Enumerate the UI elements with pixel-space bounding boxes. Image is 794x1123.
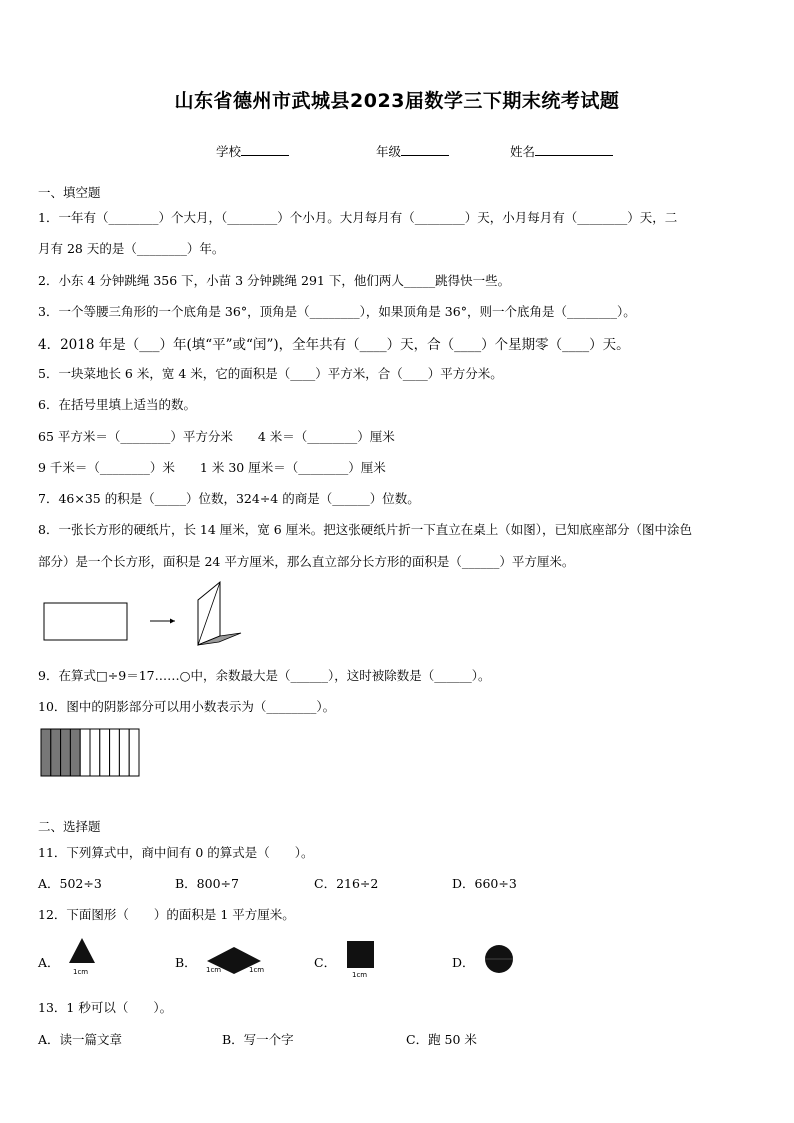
question-5: 5．一块菜地长 6 米，宽 4 米，它的面积是（____）平方米，合（____）平方分米。 [38,366,503,381]
question-3: 3．一个等腰三角形的一个底角是 36°，顶角是（________），如果顶角是 36°，则一个底角是（________）。 [38,304,636,319]
unshaded-column [119,729,129,776]
square-unit-label: 1cm [352,971,368,979]
rhombus-unit-label-right: 1cm [249,966,265,974]
question-12: 12．下面图形（ ）的面积是 1 平方厘米。 [38,907,295,922]
unshaded-column [110,729,120,776]
question-6-row-2: 9 千米＝（________）米 1 米 30 厘米＝（________）厘米 [38,460,386,475]
shaded-column [41,729,51,776]
question-13: 13．1 秒可以（ ）。 [38,1000,173,1015]
question-11-option-a[interactable]: A．502÷3 [38,876,102,891]
name-label: 姓名 [510,144,536,159]
shaded-column [61,729,71,776]
question-13-option-a[interactable]: A．读一篇文章 [38,1032,123,1047]
arrow-head [170,619,175,624]
school-field [216,141,289,160]
question-12-option-d[interactable]: D． [452,955,475,970]
name-blank[interactable] [535,141,613,156]
question-1-line-1: 1．一年有（________）个大月，（________）个小月。大月每月有（________）天，小月每月有（________）天，二 [38,210,678,225]
question-12-option-b[interactable]: B． [175,955,197,970]
question-11-option-c[interactable]: C．216÷2 [314,876,379,891]
unshaded-column [100,729,110,776]
grade-label: 年级 [376,144,402,159]
page-title: 山东省德州市武城县2023届数学三下期末统考试题 [174,90,620,112]
grade-blank[interactable] [401,141,449,156]
question-8-line-2: 部分）是一个长方形，面积是 24 平方厘米，那么直立部分长方形的面积是（______）平方厘米。 [38,554,575,569]
question-12-shapes [0,930,560,980]
question-11-option-b[interactable]: B．800÷7 [175,876,239,891]
school-label: 学校 [216,144,242,159]
shaded-column [51,729,61,776]
question-13-option-b[interactable]: B．写一个字 [222,1032,294,1047]
rhombus-unit-label-left: 1cm [206,966,222,974]
question-13-option-c[interactable]: C．跑 50 米 [406,1032,477,1047]
question-12-option-c[interactable]: C． [314,955,337,970]
question-12-option-a[interactable]: A． [38,955,60,970]
question-9: 9．在算式□÷9＝17……○中，余数最大是（______），这时被除数是（______）。 [38,668,491,683]
question-8-figure [0,578,300,653]
square-shape [347,941,374,968]
unshaded-column [90,729,100,776]
section-fill-in-blank: 一、填空题 [38,185,101,200]
question-2: 2．小东 4 分钟跳绳 356 下，小苗 3 分钟跳绳 291 下，他们两人_____跳得快一些。 [38,273,511,288]
question-7: 7．46×35 的积是（_____）位数，324÷4 的商是（______）位数。 [38,491,420,506]
triangle-unit-label: 1cm [73,968,89,976]
shaded-column [70,729,80,776]
decimal-shading-figure [0,720,200,790]
flat-cardboard-rect [44,603,127,640]
question-10: 10．图中的阴影部分可以用小数表示为（________）。 [38,699,336,714]
unshaded-column [129,729,139,776]
unshaded-column [80,729,90,776]
name-field [510,141,613,160]
question-8-line-1: 8．一张长方形的硬纸片，长 14 厘米，宽 6 厘米。把这张硬纸片折一下直立在桌上（如图），已知底座部分（图中涂色 [38,522,692,537]
question-11-option-d[interactable]: D．660÷3 [452,876,517,891]
grade-field [376,141,449,160]
question-4: 4．2018 年是（___）年(填“平”或“闰”)，全年共有（____）天，合（____）个星期零（____）天。 [38,337,630,353]
triangle-shape [69,938,95,963]
question-1-line-2: 月有 28 天的是（________）年。 [38,241,225,256]
section-multiple-choice: 二、选择题 [38,819,101,834]
school-blank[interactable] [241,141,289,156]
question-6-row-1: 65 平方米＝（________）平方分米 4 米＝（________）厘米 [38,429,395,444]
question-6: 6．在括号里填上适当的数。 [38,397,196,412]
question-11: 11．下列算式中，商中间有 0 的算式是（ ）。 [38,845,314,860]
